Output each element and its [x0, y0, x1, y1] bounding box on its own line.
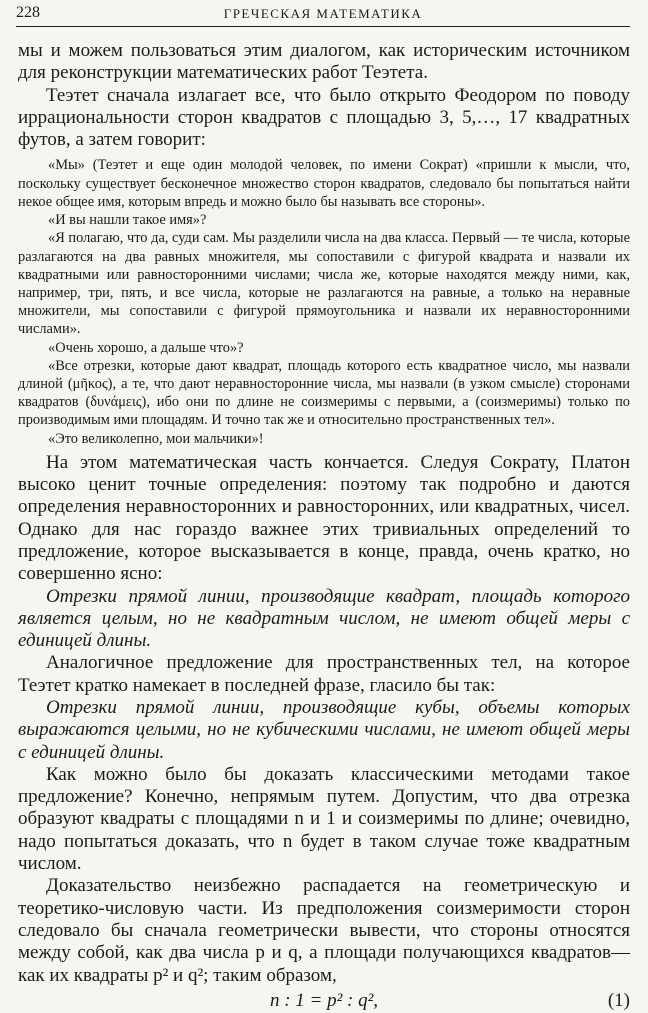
quote-two-classes: «Я полагаю, что да, суди сам. Мы разделили числа на два класса. Первый — те числа, которые разлагаются на два равных множителя, мы сопоставили с фигурой квадрата и назвали их квадратными или равносторонними числами; числа же, которые находятся между ними, как, например, три, пять, и все числа, которые не разлагаются на равные, а только на неравные множители, мы сопоставили с фигурой прямоугольника и назвали их неравносторонними числами». [18, 230, 630, 338]
paragraph-math-ends: На этом математическая часть кончается. Следуя Сократу, Платон высоко ценит точные определения: поэтому так подробно и даются определения неравносторонних и равносторонних, или квадратных, чисел. Однако для нас гораздо важнее этих тривиальных определений то предложение, которое высказывается в конце, правда, очень кратко, но совершенно ясно: [18, 451, 630, 585]
paragraph-intro: мы и можем пользоваться этим диалогом, как историческим источником для реконструкции математических работ Теэтета. [18, 40, 630, 84]
quote-very-good: «Очень хорошо, а дальше что»? [48, 339, 244, 356]
equation-1 [18, 989, 630, 1013]
quote-did-you-find: «И вы нашли такое имя»? [48, 212, 207, 229]
theorem-squares: Отрезки прямой линии, производящие квадрат, площадь которого является целым, но не квадратным числом, не имеют общей меры с единицей длины. [18, 585, 630, 652]
paragraph-proof-question: Как можно было бы доказать классическими методами такое предложение? Конечно, непрямым путем. Допустим, что два отрезка образуют квадраты с площадями n и 1 и соизмеримы по длине; очевидно, надо попытаться доказать, что n будет в таком случае тоже квадратным числом. [18, 763, 630, 875]
equation-number: (1) [607, 989, 630, 1011]
page-header [16, 4, 630, 27]
page-number: 228 [16, 4, 40, 21]
paragraph-proof-parts: Доказательство неизбежно распадается на геометрическую и теоретико-числовую части. Из предположения соизмеримости сторон следовало бы сначала геометрически вывести, что стороны относятся между собой, как два числа p и q, а площади получающихся квадратов—как их квадраты p² и q²; таким образом, [18, 875, 630, 986]
running-title: ГРЕЧЕСКАЯ МАТЕМАТИКА [223, 6, 423, 21]
paragraph-analogous: Аналогичное предложение для пространственных тел, на которое Теэтет кратко намекает в последней фразе, гласило бы так: [18, 652, 630, 696]
page-body [18, 40, 630, 1013]
quote-splendid: «Это великолепно, мои мальчики»! [48, 430, 264, 447]
equation-text: n : 1 = p² : q², [269, 989, 379, 1011]
paragraph-theaetetus: Теэтет сначала излагает все, что было открыто Феодором по поводу иррациональности сторон квадратов с площадью 3, 5,…, 17 квадратных футов, а затем говорит: [18, 84, 630, 151]
quote-we: «Мы» (Теэтет и еще один молодой человек, по имени Сократ) «пришли к мысли, что, поскольку существует бесконечное множество сторон квадратов, следовало бы попытаться найти некое общее имя, которым впредь и можно было бы называть все стороны». [18, 157, 630, 210]
theorem-cubes: Отрезки прямой линии, производящие кубы, объемы которых выражаются целыми, но не кубическими числами, не имеют общей меры с единицей длины. [18, 697, 630, 763]
quote-segments: «Все отрезки, которые дают квадрат, площадь которого есть квадратное число, мы назвали длиной (μῆκος), а те, что дают неравносторонние числа, мы назвали (в узком смысле) сторонами квадратов (δυνάμεις), ибо они по длине не соизмеримы с первыми, а (соизмеримы) только по производимым ими площадям. И точно так же и относительно пространственных тел». [18, 357, 630, 429]
